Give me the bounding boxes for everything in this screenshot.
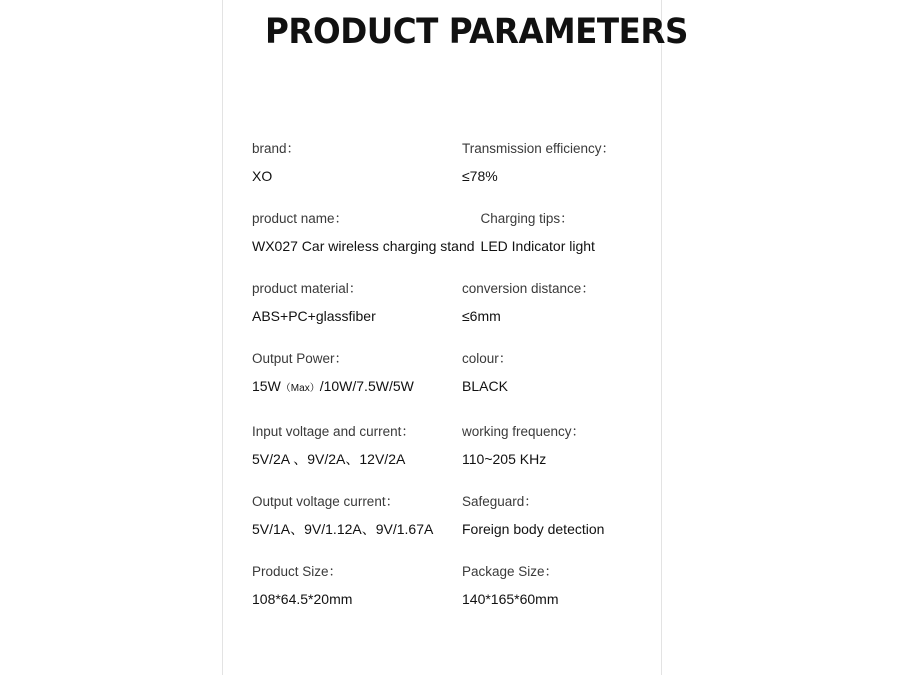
table-row: [252, 210, 672, 255]
spec-label: Safeguard：: [462, 494, 538, 509]
table-row: [252, 563, 672, 608]
spec-cell-transmission-efficiency: [462, 140, 672, 185]
spec-cell-product-size: [252, 563, 462, 608]
spec-label: brand：: [252, 141, 301, 156]
spec-cell-product-material: [252, 280, 462, 325]
spec-value: ABS+PC+glassfiber: [252, 308, 376, 324]
spec-label: Output Power：: [252, 351, 349, 366]
spec-cell-output-voltage-current: [252, 493, 462, 538]
spec-value: ≤6mm: [462, 308, 501, 324]
output-power-main: 15W: [252, 378, 281, 394]
spec-cell-product-name: [252, 210, 481, 255]
spec-value: 140*165*60mm: [462, 591, 559, 607]
spec-value: [252, 377, 456, 398]
spec-cell-working-frequency: [462, 423, 672, 468]
spec-label: Package Size：: [462, 564, 559, 579]
spec-label: product name：: [252, 211, 349, 226]
table-row: [252, 350, 672, 398]
spec-label: Output voltage current：: [252, 494, 400, 509]
spec-label: Product Size：: [252, 564, 343, 579]
spec-value: 5V/1A、9V/1.12A、9V/1.67A: [252, 521, 434, 537]
spec-value: ≤78%: [462, 168, 498, 184]
spec-value: WX027 Car wireless charging stand: [252, 238, 475, 254]
spec-cell-conversion-distance: [462, 280, 672, 325]
spec-label: conversion distance：: [462, 281, 595, 296]
spec-table: [252, 140, 672, 633]
output-power-max-note: （Max）: [280, 383, 320, 394]
table-row: [252, 280, 672, 325]
spec-label: Transmission efficiency：: [462, 141, 616, 156]
table-row: [252, 423, 672, 468]
page-title: PRODUCT PARAMETERS: [265, 12, 688, 52]
spec-value: Foreign body detection: [462, 521, 605, 537]
spec-cell-output-power: [252, 350, 462, 398]
spec-cell-charging-tips: [481, 210, 672, 255]
spec-value: XO: [252, 168, 273, 184]
spec-value: 110~205 KHz: [462, 451, 547, 467]
output-power-rest: /10W/7.5W/5W: [319, 378, 414, 394]
spec-value: BLACK: [462, 378, 508, 394]
spec-label: Charging tips：: [480, 211, 574, 226]
spec-label: working frequency：: [462, 424, 586, 439]
spec-value: 5V/2A 、9V/2A、12V/2A: [252, 451, 406, 467]
spec-label: colour：: [462, 351, 513, 366]
spec-cell-safeguard: [462, 493, 672, 538]
spec-value: 108*64.5*20mm: [252, 591, 353, 607]
table-row: [252, 140, 672, 185]
spec-label: product material：: [252, 281, 363, 296]
spec-label: Input voltage and current：: [252, 424, 415, 439]
spec-cell-brand: [252, 140, 462, 185]
spec-cell-package-size: [462, 563, 672, 608]
spec-cell-input-voltage-current: [252, 423, 462, 468]
spec-cell-colour: [462, 350, 672, 398]
table-row: [252, 493, 672, 538]
spec-value: LED Indicator light: [480, 238, 595, 254]
